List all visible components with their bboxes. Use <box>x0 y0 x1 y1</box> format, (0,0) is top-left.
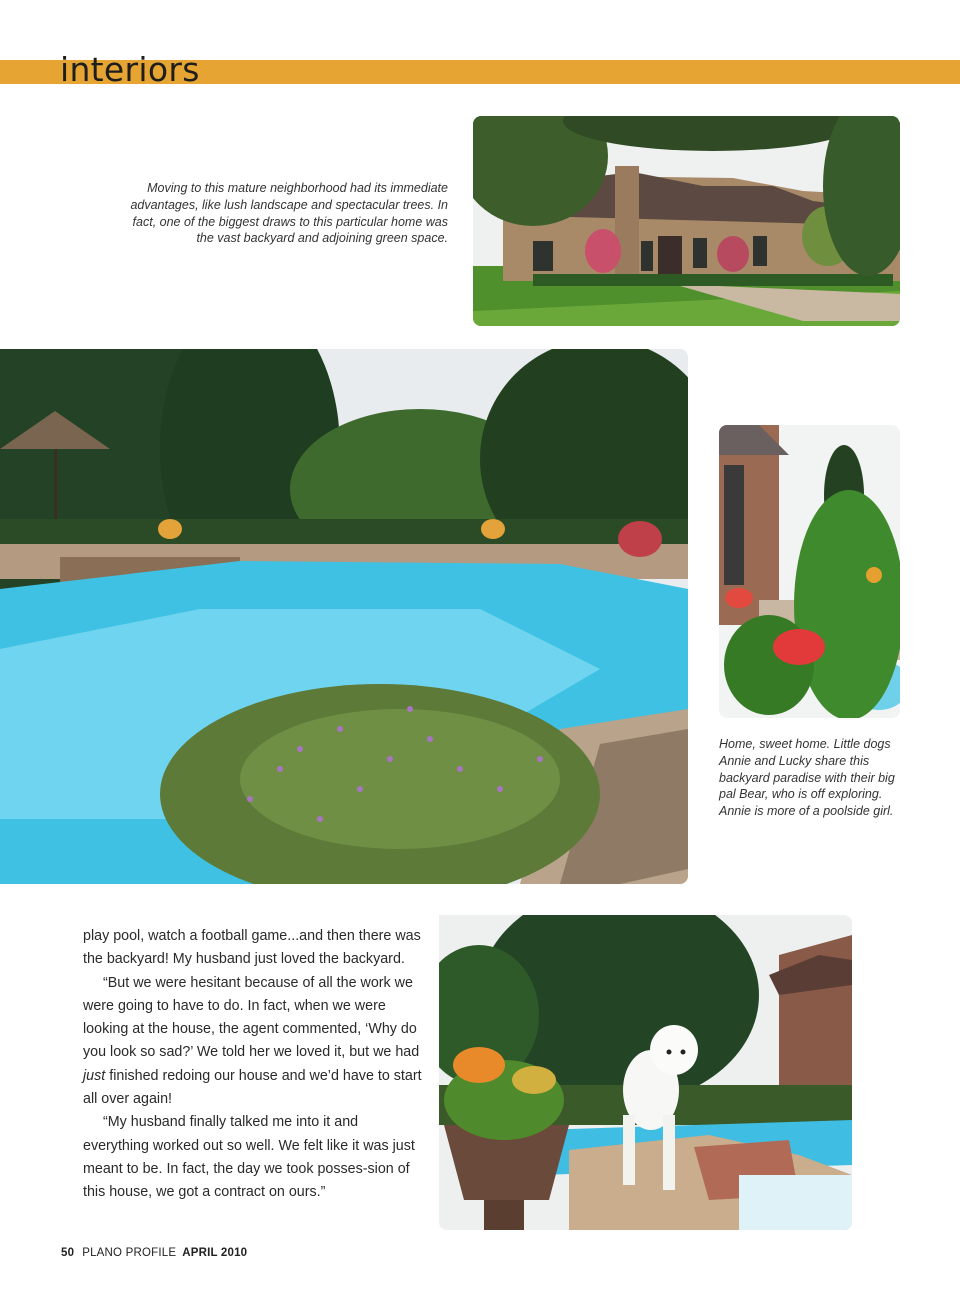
page-footer <box>61 1247 247 1259</box>
issue-date: APRIL 2010 <box>182 1247 248 1259</box>
house-photo-caption: Moving to this mature neighborhood had its immediate advantages, like lush landscape and spectacular trees. In fact, one of the biggest draws to this particular home was the vast backyard and adjoining green space. <box>130 181 448 246</box>
section-title: interiors <box>60 50 200 89</box>
hibiscus-photo <box>719 425 900 718</box>
body-paragraph: play pool, watch a football game...and then there was the backyard! My husband just loved the backyard. <box>83 928 421 968</box>
body-paragraph: “But we were hesitant because of all the work we were going to have to do. In fact, when we were looking at the house, the agent commented, ‘Why do you look so sad?’ We told her we loved it, but we had just finished redoing our house and we’d have to start all over again! <box>83 974 422 1108</box>
body-paragraph: “My husband finally talked me into it and everything worked out so well. We felt like it was just meant to be. In fact, the day we took posses-sion of this house, we got a contract on ours.” <box>83 1114 415 1201</box>
house-exterior-photo <box>473 116 900 326</box>
backyard-pool-photo <box>0 349 688 884</box>
emphasis: just <box>83 1067 106 1084</box>
dog-by-pool-photo <box>439 915 852 1230</box>
magazine-name: PLANO PROFILE <box>82 1247 177 1259</box>
article-body <box>83 925 423 1205</box>
page-number: 50 <box>61 1247 75 1259</box>
flower-photo-caption: Home, sweet home. Little dogs Annie and Lucky share this backyard paradise with their big pal Bear, who is off exploring. Annie is more of a poolside girl. <box>719 737 895 819</box>
